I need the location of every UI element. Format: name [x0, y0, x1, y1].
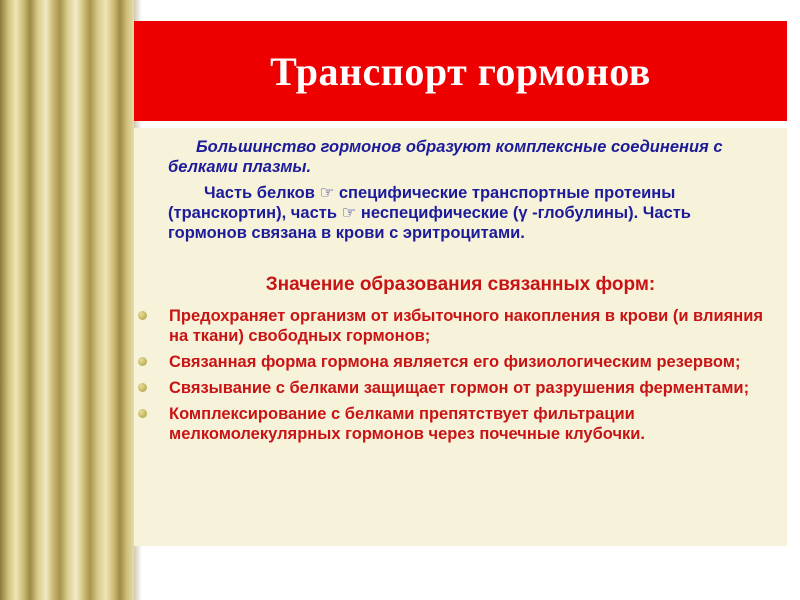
bullet-text: Предохраняет организм от избыточного накопления в крови (и влияния на ткани) свободных гормонов;: [169, 307, 763, 345]
bullet-text: Связывание с белками защищает гормон от разрушения ферментами;: [169, 379, 750, 397]
bullet-dot-icon: [138, 311, 147, 320]
bullet-item: [134, 404, 787, 444]
bullet-item: [134, 352, 787, 372]
bullet-text: Связанная форма гормона является его физиологическим резервом;: [169, 353, 741, 371]
intro-paragraph-2: [168, 183, 768, 243]
intro-paragraph-2-part-b: Часть гормонов связана в крови с эритроцитами.: [168, 204, 691, 242]
bullet-dot-icon: [138, 357, 147, 366]
bullet-dot-icon: [138, 383, 147, 392]
bullet-list: [134, 306, 787, 450]
intro-paragraph-2-part-a: Часть белков ☞ специфические транспортные протеины (транскортин), часть ☞ неспецифические (γ -глобулины).: [168, 184, 676, 222]
title-bar: [134, 21, 787, 121]
bullet-item: [134, 378, 787, 398]
intro-paragraph-1: Большинство гормонов образуют комплексные соединения с белками плазмы.: [168, 138, 723, 176]
slide-title: Транспорт гормонов: [270, 48, 651, 94]
decorative-gold-band: [0, 0, 134, 600]
section-heading: Значение образования связанных форм:: [265, 274, 656, 295]
bullet-dot-icon: [138, 409, 147, 418]
bullet-item: [134, 306, 787, 346]
content-panel: [134, 128, 787, 546]
intro-text-block: [168, 137, 768, 243]
bullet-text: Комплексирование с белками препятствует фильтрации мелкомолекулярных гормонов через почечные клубочки.: [169, 405, 646, 443]
